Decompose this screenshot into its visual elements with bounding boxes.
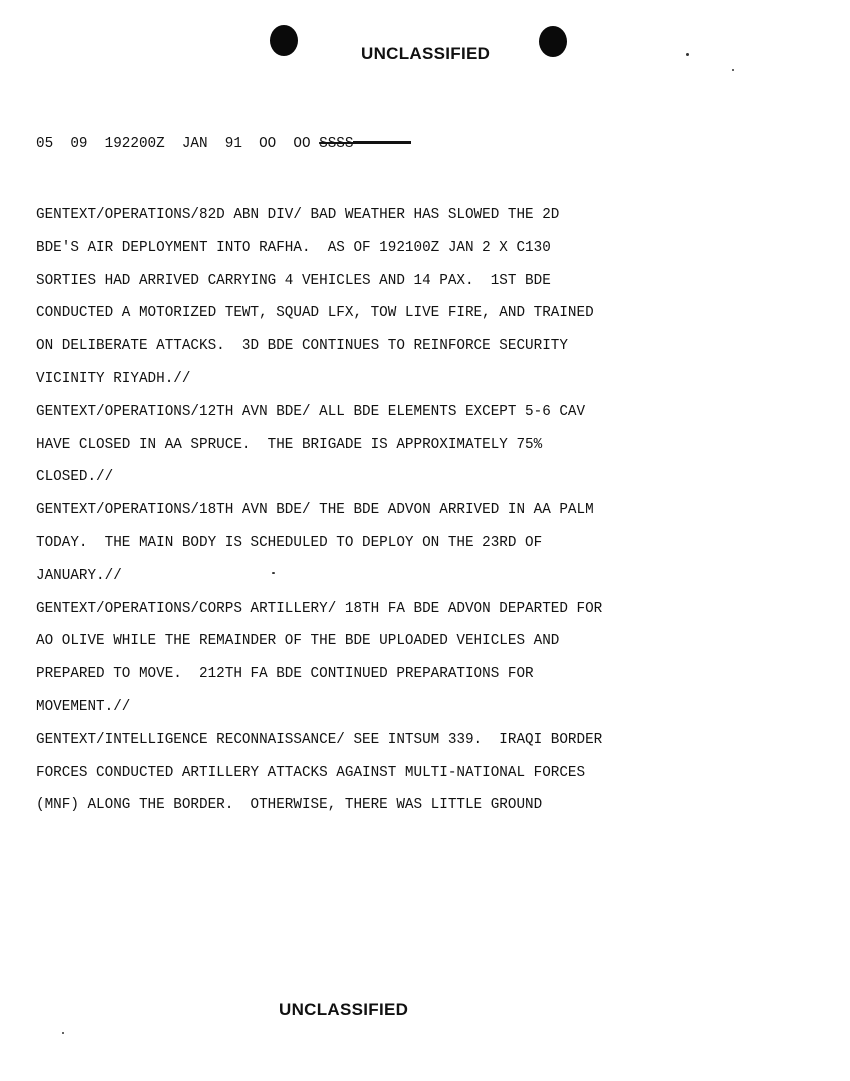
body-line: VICINITY RIYADH.//	[36, 370, 191, 387]
body-line: CLOSED.//	[36, 469, 114, 486]
body-line: GENTEXT/OPERATIONS/CORPS ARTILLERY/ 18TH FA BDE ADVON DEPARTED FOR	[36, 600, 603, 617]
body-line: BDE'S AIR DEPLOYMENT INTO RAFHA. AS OF 192100Z JAN 2 X C130	[36, 239, 551, 256]
struck-classification-mark: SSSS	[319, 136, 354, 152]
body-line: AO OLIVE WHILE THE REMAINDER OF THE BDE UPLOADED VEHICLES AND	[36, 633, 560, 650]
body-line: (MNF) ALONG THE BORDER. OTHERWISE, THERE WAS LITTLE GROUND	[36, 797, 543, 814]
body-line: HAVE CLOSED IN AA SPRUCE. THE BRIGADE IS APPROXIMATELY 75%	[36, 436, 543, 453]
body-line: GENTEXT/OPERATIONS/12TH AVN BDE/ ALL BDE ELEMENTS EXCEPT 5-6 CAV	[36, 403, 586, 420]
body-line: ON DELIBERATE ATTACKS. 3D BDE CONTINUES TO REINFORCE SECURITY	[36, 338, 568, 355]
body-line: PREPARED TO MOVE. 212TH FA BDE CONTINUED PREPARATIONS FOR	[36, 666, 534, 683]
scan-speck	[732, 69, 734, 71]
body-line: SORTIES HAD ARRIVED CARRYING 4 VEHICLES AND 14 PAX. 1ST BDE	[36, 272, 551, 289]
redaction-line	[353, 141, 411, 144]
scan-speck	[62, 1032, 64, 1034]
body-line: GENTEXT/OPERATIONS/82D ABN DIV/ BAD WEATHER HAS SLOWED THE 2D	[36, 207, 560, 223]
punch-hole-right	[539, 26, 567, 57]
scan-speck	[686, 53, 689, 56]
body-line: TODAY. THE MAIN BODY IS SCHEDULED TO DEPLOY ON THE 23RD OF	[36, 534, 543, 551]
message-body	[36, 199, 836, 822]
body-line: MOVEMENT.//	[36, 698, 131, 715]
punch-hole-left	[270, 25, 298, 56]
classification-header: UNCLASSIFIED	[361, 44, 491, 63]
body-line: JANUARY.//	[36, 567, 122, 584]
body-line: CONDUCTED A MOTORIZED TEWT, SQUAD LFX, TOW LIVE FIRE, AND TRAINED	[36, 305, 594, 322]
body-line: GENTEXT/INTELLIGENCE RECONNAISSANCE/ SEE INTSUM 339. IRAQI BORDER	[36, 731, 603, 748]
body-line: GENTEXT/OPERATIONS/18TH AVN BDE/ THE BDE ADVON ARRIVED IN AA PALM	[36, 502, 594, 519]
date-time-group-line	[36, 136, 411, 152]
body-line: FORCES CONDUCTED ARTILLERY ATTACKS AGAINST MULTI-NATIONAL FORCES	[36, 764, 586, 781]
date-time-group-text: 05 09 192200Z JAN 91 OO OO	[36, 136, 320, 152]
classification-footer: UNCLASSIFIED	[279, 1000, 409, 1019]
